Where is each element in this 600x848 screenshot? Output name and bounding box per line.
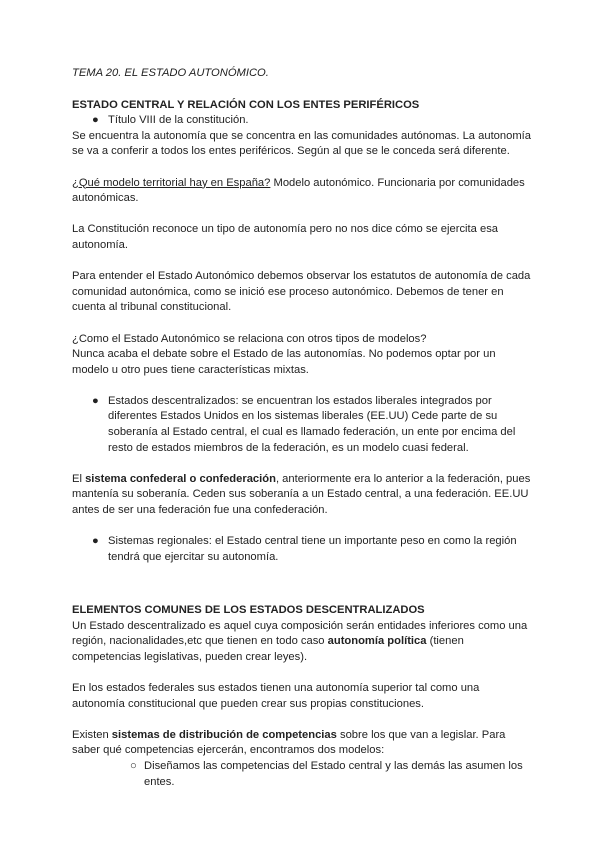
subbullet-icon: ○ [130,759,137,772]
bullet-list [72,394,532,456]
document-page [72,66,532,790]
paragraph: La Constitución reconoce un tipo de autonomía pero no nos dice cómo se ejercita esa autonomía. [72,223,499,251]
paragraph: Nunca acaba el debate sobre el Estado de las autonomías. No podemos optar por un modelo u otro pues tiene características mixtas. [72,348,496,376]
paragraph: Un Estado descentralizado es aquel cuya composición serán entidades inferiores como una región, nacionalidades,etc que tienen en todo caso autonomía política (tienen competencias legislativas, pueden crear leyes). [72,619,528,663]
paragraph: Para entender el Estado Autonómico debemos observar los estatutos de autonomía de cada comunidad autonómica, como se inició ese proceso autonómico. Debemos de tener en cuenta al tribunal constitucional. [72,270,531,314]
list-item [72,394,532,456]
section1-heading: ESTADO CENTRAL Y RELACIÓN CON LOS ENTES PERIFÉRICOS [72,98,420,111]
bullet-icon: ● [92,535,99,548]
paragraph [72,176,532,207]
bullet-list [72,113,532,129]
paragraph: Existen sistemas de distribución de competencias sobre los que van a legislar. Para saber qué competencias ejercerán, encontramos dos modelos: [72,728,506,757]
list-item [72,759,532,790]
answer-text: Modelo autonómico. Funcionaria por comunidades autonómicas. [72,176,525,205]
list-item-text: Diseñamos las competencias del Estado central y las demás las asumen los entes. [144,759,523,788]
subbullet-list [72,759,532,790]
paragraph: Se encuentra la autonomía que se concentra en las comunidades autónomas. La autonomía se va a conferir a todos los entes periféricos. Según al que se le conceda será diferente. [72,129,531,158]
list-item [72,113,532,129]
question-underlined: ¿Qué modelo territorial hay en España? [72,176,271,189]
section2-heading: ELEMENTOS COMUNES DE LOS ESTADOS DESCENTRALIZADOS [72,604,425,616]
paragraph: El sistema confederal o confederación, anteriormente era lo anterior a la federación, pues mantenía su soberanía. Ceden sus soberanía a un Estado central, a una federación. EE.UU antes de ser una federación fue una confederación. [72,472,531,517]
list-item [72,534,532,565]
bold-term: autonomía política [327,635,427,648]
bullet-list [72,534,532,565]
bullet-icon: ● [92,394,99,407]
paragraph: En los estados federales sus estados tienen una autonomía superior tal como una autonomía constitucional que pueden crear sus propias constituciones. [72,681,480,710]
list-item-text: Sistemas regionales: el Estado central tiene un importante peso en como la región tendrá que ejercitar su autonomía. [108,535,517,563]
list-item-text: Título VIII de la constitución. [108,114,249,127]
bullet-icon: ● [92,114,99,127]
document-title: TEMA 20. EL ESTADO AUTONÓMICO. [72,67,269,79]
list-item-text: Estados descentralizados: se encuentran los estados liberales integrados por diferentes Estados Unidos en los sistemas liberales (EE.UU) Cede parte de su soberanía al Estado central, el cual es llamado federación, un ente por encima del resto de estados miembros de la federación, es un modelo cuasi federal. [108,394,516,454]
bold-term: sistema confederal o confederación [85,472,276,485]
bold-term: sistemas de distribución de competencias [111,728,337,741]
paragraph: ¿Como el Estado Autonómico se relaciona con otros tipos de modelos? [72,332,427,345]
